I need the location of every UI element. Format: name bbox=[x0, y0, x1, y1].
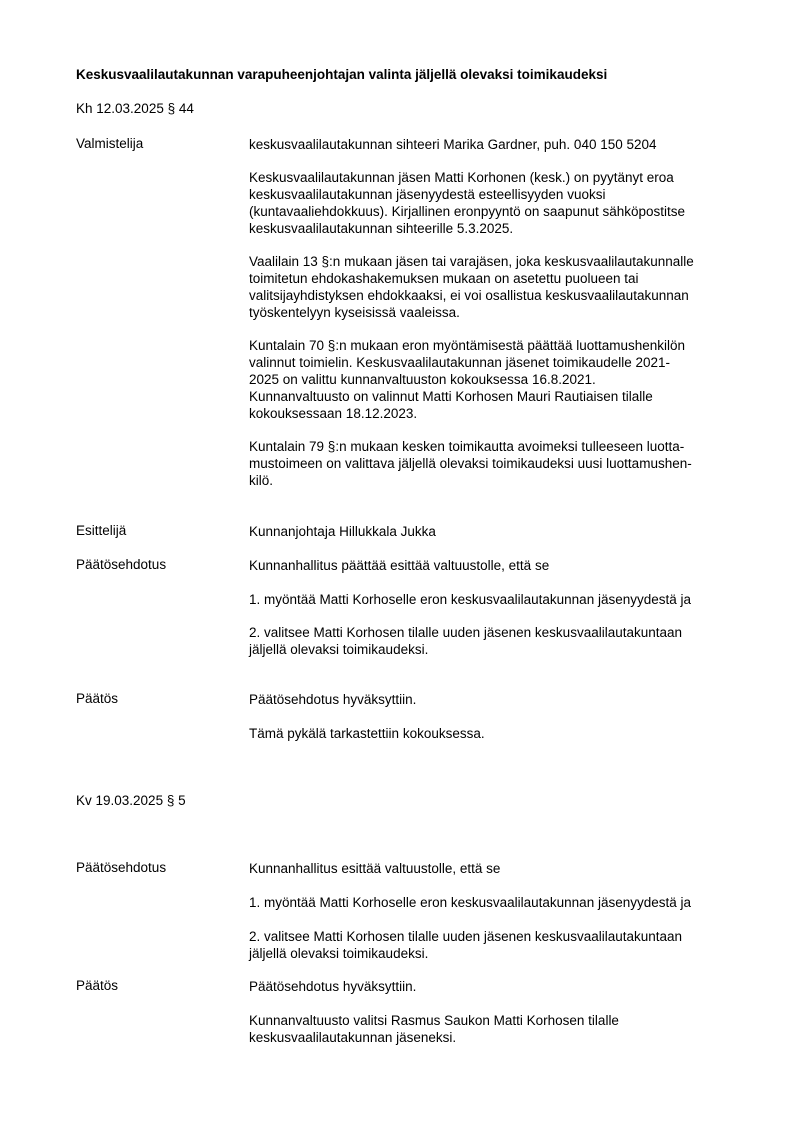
paragraph-4: Kuntalain 79 §:n mukaan kesken toimikautta avoimeksi tulleeseen luotta- mustoimeen on valittava jäljellä olevaksi toimikaudeksi uusi luottamushen- kilö. bbox=[249, 439, 692, 488]
kh-paatos-text: Päätösehdotus hyväksyttiin. bbox=[249, 692, 417, 707]
kh-tarkastus-text: Tämä pykälä tarkastettiin kokouksessa. bbox=[249, 726, 485, 741]
kv-item-2: 2. valitsee Matti Korhosen tilalle uuden jäsenen keskusvaalilautakuntaan jäljellä olevaksi toimikaudeksi. bbox=[249, 929, 683, 961]
paragraph-1: Keskusvaalilautakunnan jäsen Matti Korhonen (kesk.) on pyytänyt eroa keskusvaalilautakunnan jäsenyydestä esteellisyyden vuoksi (kuntavaaliehdokkuus). Kirjallinen eronpyyntö on saapunut sähköpostitse keskusvaalilautakunnan sihteerille 5.3.2025. bbox=[249, 170, 686, 236]
kv-item-1: 1. myöntää Matti Korhoselle eron keskusvaalilautakunnan jäsenyydestä ja bbox=[249, 895, 692, 910]
kh-reference: Kh 12.03.2025 § 44 bbox=[76, 101, 194, 116]
kv-paatosehdotus-label: Päätösehdotus bbox=[76, 860, 167, 875]
kh-item-2: 2. valitsee Matti Korhosen tilalle uuden jäsenen keskusvaalilautakuntaan jäljellä olevaksi toimikaudeksi. bbox=[249, 625, 683, 657]
kv-paatos-label: Päätös bbox=[76, 978, 119, 993]
kh-paatos-label: Päätös bbox=[76, 691, 119, 706]
kh-paatosehdotus-label: Päätösehdotus bbox=[76, 557, 167, 572]
kv-paatos-detail: Kunnanvaltuusto valitsi Rasmus Saukon Matti Korhosen tilalle keskusvaalilautakunnan jäseneksi. bbox=[249, 1013, 619, 1045]
document-title: Keskusvaalilautakunnan varapuheenjohtajan valinta jäljellä olevaksi toimikaudeksi bbox=[76, 67, 608, 82]
kv-paatosehdotus-text: Kunnanhallitus esittää valtuustolle, että se bbox=[249, 861, 501, 876]
paragraph-2: Vaalilain 13 §:n mukaan jäsen tai varajäsen, joka keskusvaalilautakunnalle toimitetun ehdokashakemuksen mukaan on asetettu puolueen tai valitsijayhdistyksen ehdokkaaksi, ei voi osallistua keskusvaalilautakunnan työskentelyyn kyseisissä vaaleissa. bbox=[249, 254, 694, 320]
kv-reference: Kv 19.03.2025 § 5 bbox=[76, 793, 186, 808]
esittelija-label: Esittelijä bbox=[76, 523, 127, 538]
paragraph-3: Kuntalain 70 §:n mukaan eron myöntämisestä päättää luottamushenkilön valinnut toimielin. Keskusvaalilautakunnan jäsenet toimikaudelle 2021- 2025 on valittu kunnanvaltuuston kokouksessa 16.8.2021. Kunnanvaltuusto on valinnut Matti Korhosen Mauri Rautiaisen tilalle kokouksessaan 18.12.2023. bbox=[249, 338, 686, 421]
kh-paatosehdotus-text: Kunnanhallitus päättää esittää valtuustolle, että se bbox=[249, 558, 550, 573]
esittelija-text: Kunnanjohtaja Hillukkala Jukka bbox=[249, 524, 436, 539]
valmistelija-text: keskusvaalilautakunnan sihteeri Marika Gardner, puh. 040 150 5204 bbox=[249, 137, 657, 152]
kv-paatos-text: Päätösehdotus hyväksyttiin. bbox=[249, 979, 417, 994]
kh-item-1: 1. myöntää Matti Korhoselle eron keskusvaalilautakunnan jäsenyydestä ja bbox=[249, 592, 692, 607]
valmistelija-label: Valmistelija bbox=[76, 136, 144, 151]
